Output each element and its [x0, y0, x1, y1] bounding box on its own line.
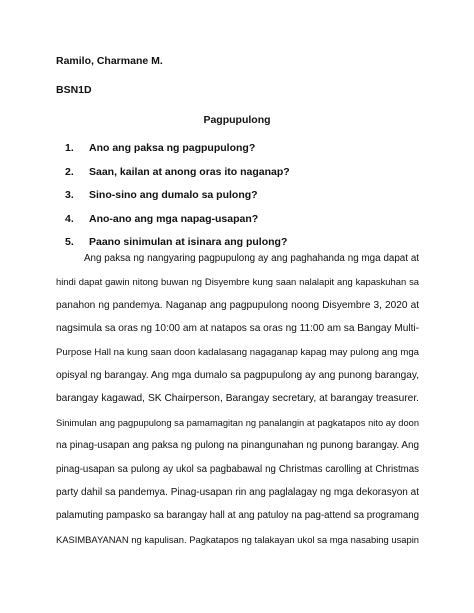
- paragraph-line: pinag-usapan sa pulong ay ukol sa pagbabawal ng Christmas carolling at Christmas: [56, 463, 419, 475]
- question-item-3: [56, 189, 290, 201]
- paragraph-line: palamuting pampasko sa barangay hall at ang patuloy na pag-attend sa programang: [56, 510, 419, 522]
- paragraph-line: Sinimulan ang pagpupulong sa pamamagitan ng panalangin at pagkatapos nito ay doon: [56, 417, 419, 428]
- question-number: 2.: [65, 165, 74, 178]
- question-text: Sino-sino ang dumalo sa pulong?: [89, 189, 258, 201]
- question-text: Paano sinimulan at isinara ang pulong?: [89, 236, 288, 248]
- paragraph-line: Purpose Hall na kung saan doon kadalasang nagaganap kapag may pulong ang mga: [56, 346, 419, 358]
- question-number: 4.: [65, 212, 74, 225]
- question-item-1: [56, 142, 290, 154]
- question-list: [56, 142, 290, 260]
- author-name: Ramilo, Charmane M.: [56, 55, 163, 67]
- section-label: BSN1D: [56, 84, 92, 96]
- paragraph-line: KASIMBAYANAN ng kapulisan. Pagkatapos ng talakayan ukol sa mga nasabing usapin: [56, 533, 419, 545]
- paragraph-line: hindi dapat gawin nitong buwan ng Disyembre kung saan nalalapit ang kapaskuhan sa: [56, 276, 419, 288]
- paragraph-line: nagsimula sa oras ng 10:00 am at natapos sa oras ng 11:00 am sa Bangay Multi-: [56, 323, 419, 335]
- question-text: Ano-ano ang mga napag-usapan?: [89, 212, 259, 225]
- question-item-2: [56, 166, 290, 178]
- question-item-4: [56, 213, 290, 225]
- question-text: Saan, kailan at anong oras ito naganap?: [89, 165, 290, 178]
- question-text: Ano ang paksa ng pagpupulong?: [89, 142, 256, 154]
- question-number: 3.: [65, 189, 74, 201]
- paragraph-line: na pinag-usapan ang paksa ng pulong na pinangunahan ng punong barangay. Ang: [56, 440, 419, 452]
- paragraph-line: opisyal ng barangay. Ang mga dumalo sa pagpupulong ay ang punong barangay,: [56, 369, 419, 381]
- document-title: Pagpupulong: [203, 114, 271, 126]
- body-paragraph: [56, 253, 419, 557]
- question-number: 1.: [65, 142, 74, 154]
- question-number: 5.: [65, 236, 74, 248]
- question-item-5: [56, 236, 290, 248]
- paragraph-line: barangay kagawad, SK Chairperson, Barangay secretary, at barangay treasurer.: [56, 393, 419, 405]
- paragraph-line: panahon ng pandemya. Naganap ang pagpupulong noong Disyembre 3, 2020 at: [56, 299, 419, 311]
- paragraph-line: party dahil sa pandemya. Pinag-usapan rin ang paglalagay ng mga dekorasyon at: [56, 486, 419, 498]
- paragraph-line: Ang paksa ng nangyaring pagpupulong ay ang paghahanda ng mga dapat at: [84, 253, 419, 264]
